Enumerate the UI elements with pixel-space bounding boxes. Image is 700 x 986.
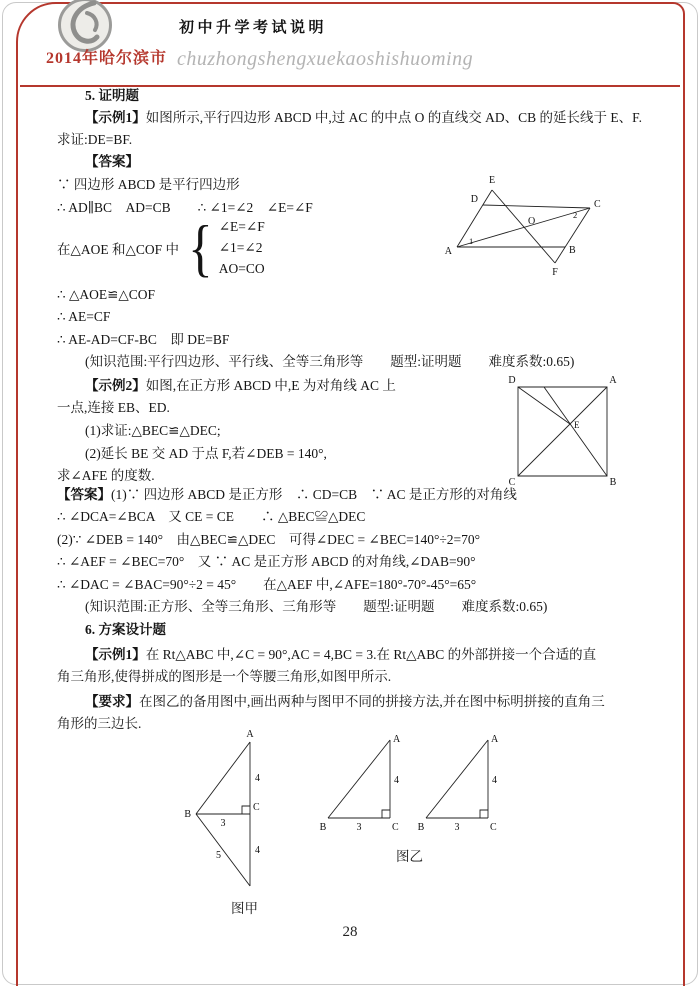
jia-labels <box>184 729 260 861</box>
t2-side-AC: 4 <box>492 775 497 786</box>
right-angle-mark <box>480 810 488 818</box>
s5-example1-text1: 如图所示,平行四边形 ABCD 中,过 AC 的中点 O 的直线交 AD、CB 的延长线于 E、F. <box>145 110 642 125</box>
s5-example2-line2: 一点,连接 EB、ED. <box>57 400 170 415</box>
s5-answer1-label-line <box>85 152 139 172</box>
s6-example1-line1 <box>85 645 596 665</box>
point-label-D: D <box>470 194 478 205</box>
s5-answer2-line4: ∴ ∠AEF = ∠BEC=70° 又 ∵ AC 是正方形 ABCD 的对角线,∠DAB=90° <box>57 554 476 569</box>
booklet-title: 初中升学考试说明 <box>179 20 328 36</box>
point-label-A: A <box>609 375 617 386</box>
s6-requirement-line2: 角形的三边长. <box>57 716 142 731</box>
side-BD: 5 <box>216 850 221 861</box>
point-label-D: D <box>508 375 516 386</box>
point-label-O: O <box>528 216 536 227</box>
right-angle-mark <box>382 810 390 818</box>
t1-point-label-C: C <box>392 822 399 832</box>
figure-jia <box>182 726 282 894</box>
point-label-C: C <box>508 477 516 488</box>
t2-point-label-B: B <box>417 822 425 832</box>
s5-answer1-label: 【答案】 <box>85 154 139 169</box>
section-6-heading: 6. 方案设计题 <box>85 622 166 637</box>
point-label-A: A <box>246 729 254 740</box>
s5-example2-line1 <box>85 376 396 396</box>
square-lines <box>518 387 607 476</box>
point-label-F: F <box>552 267 558 278</box>
point-label-B: B <box>184 809 191 820</box>
s5-answer1-note: (知识范围:平行四边形、平行线、全等三角形等 题型:证明题 难度系数:0.65) <box>85 354 575 369</box>
s5-answer1-line4: ∴ AE=CF <box>57 309 111 324</box>
s5-answer2-label: 【答案】 <box>57 487 111 502</box>
s5-example1-line1 <box>85 108 642 128</box>
left-brace-glyph: { <box>188 211 213 283</box>
side-BC: 3 <box>220 818 226 829</box>
congruence-condition-system <box>57 211 265 283</box>
angle-label-1: 1 <box>469 236 474 246</box>
s5-example2-line4: (2)延长 BE 交 AD 于点 F,若∠DEB = 140°, <box>85 446 327 461</box>
point-label-E: E <box>488 175 496 186</box>
s5-answer2-note: (知识范围:正方形、全等三角形、三角形等 题型:证明题 难度系数:0.65) <box>85 599 548 614</box>
t1-side-BC: 3 <box>356 822 362 832</box>
brace-items <box>219 216 265 279</box>
t1-side-AC: 4 <box>394 775 399 786</box>
t1-point-label-A: A <box>393 734 401 745</box>
brace-item-1: ∠E=∠F <box>218 219 265 234</box>
s5-example2-text1: 如图,在正方形 ABCD 中,E 为对角线 AC 上 <box>145 378 396 393</box>
s5-answer2-text1: (1)∵ 四边形 ABCD 是正方形 ∴ CD=CB ∵ AC 是正方形的对角线 <box>111 487 517 502</box>
angle-label-2: 2 <box>573 210 578 220</box>
s6-requirement-label: 【要求】 <box>85 694 139 709</box>
s5-example1-line2: 求证:DE=BF. <box>57 132 133 147</box>
t1-point-label-B: B <box>319 822 327 832</box>
section-5-heading: 5. 证明题 <box>85 88 139 103</box>
point-label-E: E <box>574 420 580 430</box>
t2-side-BC: 3 <box>454 822 460 832</box>
figure-parallelogram <box>442 172 607 280</box>
point-label-C: C <box>594 199 601 210</box>
brace-prefix: 在△AOE 和△COF 中 <box>57 241 180 257</box>
point-label-B: B <box>569 245 576 256</box>
s5-answer2-line1 <box>57 485 517 505</box>
edition-year-city: 2014年哈尔滨市 <box>46 50 168 67</box>
figure-jia-caption: 图甲 <box>231 901 258 916</box>
s5-answer1-line1: ∵ 四边形 ABCD 是平行四边形 <box>57 177 240 192</box>
side-AC: 4 <box>255 773 260 784</box>
point-label-A: A <box>444 246 452 257</box>
yi-triangle-1-lines <box>328 740 390 818</box>
figure-yi <box>315 730 505 832</box>
s5-example2-line3: (1)求证:△BEC≌△DEC; <box>85 423 221 438</box>
parallelogram-labels <box>445 175 601 278</box>
t2-point-label-C: C <box>490 822 497 832</box>
s5-answer1-line5: ∴ AE-AD=CF-BC 即 DE=BF <box>57 332 230 347</box>
romanized-subtitle: chuzhongshengxuekaoshishuoming <box>177 48 474 70</box>
yi-labels <box>320 734 499 832</box>
jia-lines <box>196 742 250 886</box>
s5-answer1-line2: ∴ AD∥BC AD=CB ∴ ∠1=∠2 ∠E=∠F <box>57 200 313 215</box>
s6-example1-label: 【示例1】 <box>85 647 146 662</box>
s6-requirement-text1: 在图乙的备用图中,画出两种与图甲不同的拼接方法,并在图中标明拼接的直角三 <box>139 694 605 709</box>
right-angle-mark <box>242 806 250 814</box>
side-CD: 4 <box>255 845 260 856</box>
yi-triangle-2-lines <box>426 740 488 818</box>
figure-yi-caption: 图乙 <box>396 849 423 864</box>
s5-answer2-line5: ∴ ∠DAC = ∠BAC=90°÷2 = 45° 在△AEF 中,∠AFE=180°-70°-45°=65° <box>57 577 477 592</box>
s6-example1-text1: 在 Rt△ABC 中,∠C = 90°,AC = 4,BC = 3.在 Rt△ABC 的外部拼接一个合适的直 <box>145 647 597 662</box>
s5-answer1-line3: ∴ △AOE≌△COF <box>57 287 156 302</box>
s5-example1-label: 【示例1】 <box>85 110 146 125</box>
t2-point-label-A: A <box>491 734 499 745</box>
s5-answer2-line3: (2)∵ ∠DEB = 140° 由△BEC≌△DEC 可得∠DEC = ∠BEC=140°÷2=70° <box>57 532 481 547</box>
brace-item-3: AO=CO <box>218 261 265 276</box>
s5-answer2-line2: ∴ ∠DCA=∠BCA 又 CE = CE ∴ △BEC≌△DEC <box>57 509 366 524</box>
page-number: 28 <box>342 924 358 940</box>
s6-example1-line2: 角三角形,使得拼成的图形是一个等腰三角形,如图甲所示. <box>57 669 392 684</box>
s5-example2-line5: 求∠AFE 的度数. <box>57 468 155 483</box>
point-label-B: B <box>609 477 617 488</box>
point-label-C: C <box>253 802 260 813</box>
s5-example2-label: 【示例2】 <box>85 378 146 393</box>
brace-item-2: ∠1=∠2 <box>218 240 263 255</box>
figure-square <box>503 370 621 488</box>
s6-requirement-line1 <box>85 692 605 712</box>
